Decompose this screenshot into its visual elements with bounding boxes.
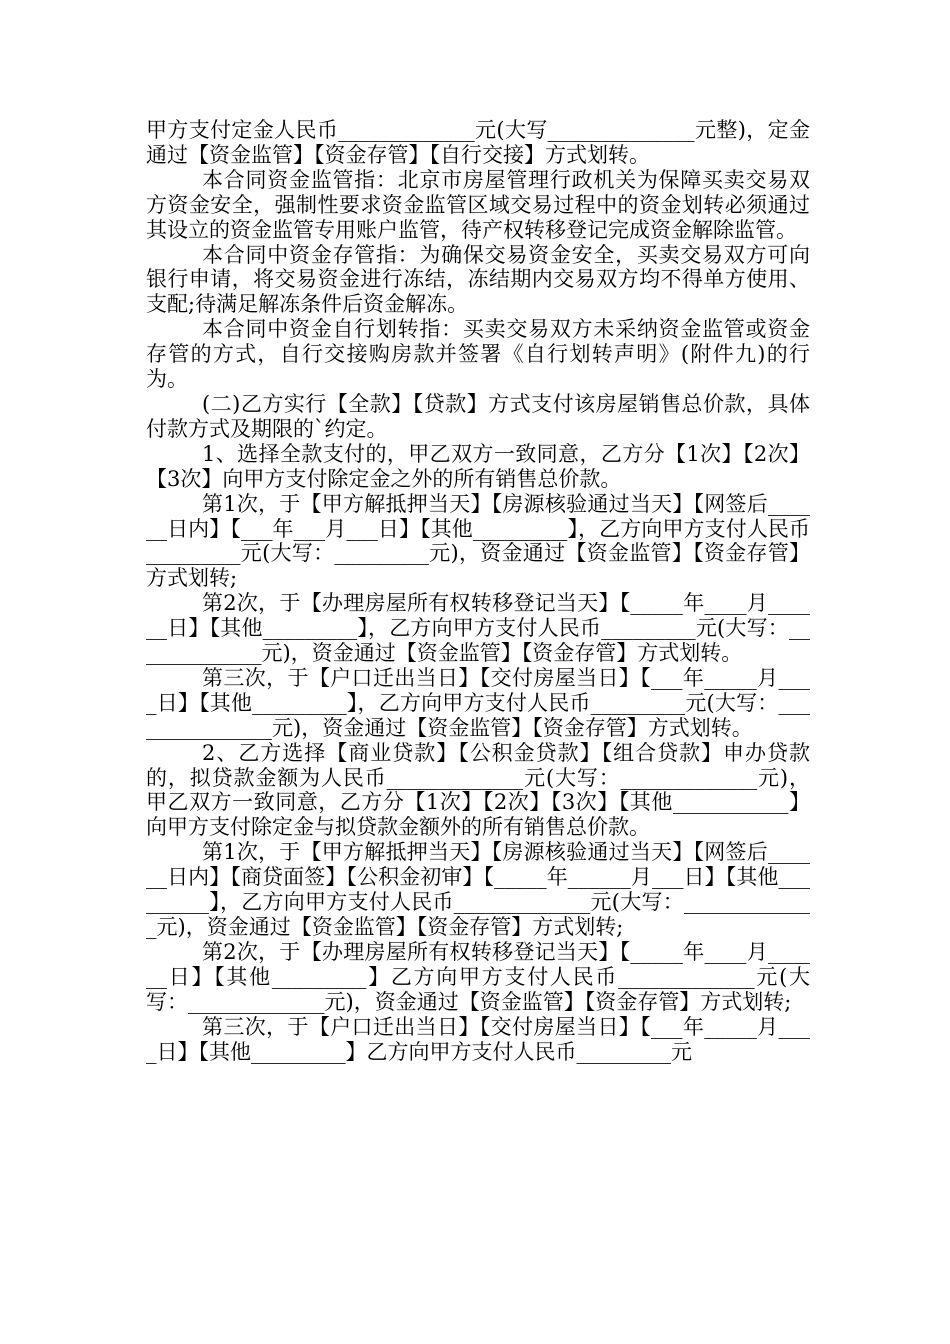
paragraph-payment-method: (二)乙方实行【全款】【贷款】方式支付该房屋销售总价款，具体付款方式及期限的`约定。 [146,391,810,441]
paragraph-deposit: 甲方支付定金人民币_____________元(大写______________元整)，定金通过【资金监管】【资金存管】【自行交接】方式划转。 [146,118,810,167]
document-page [146,118,810,1064]
paragraph-full-payment-installment-2: 第2次，于【办理房屋所有权转移登记当天】【_____年____月______日】【其他_________】，乙方向甲方支付人民币_________元(大写：_____________元)，资金通过【资金监管】【资金存管】方式划转。 [146,591,810,666]
paragraph-self-transfer-definition: 本合同中资金自行划转指：买卖交易双方未采纳资金监管或资金存管的方式，自行交接购房款并签署《自行划转声明》(附件九)的行为。 [146,317,810,392]
paragraph-full-payment-installment-1: 第1次，于【甲方解抵押当天】【房源核验通过当天】【网签后______日内】【___年___月___日】【其他_________】，乙方向甲方支付人民币_________元(大写：_________元)，资金通过【资金监管】【资金存管】方式划转; [146,491,810,591]
paragraph-fund-supervision-definition: 本合同资金监管指：北京市房屋管理行政机关为保障买卖交易双方资金安全，强制性要求资金监管区域交易过程中的资金划转必须通过其设立的资金监管专用账户监管，待产权转移登记完成资金解除监管。 [146,167,810,242]
paragraph-loan-installment-1: 第1次，于【甲方解抵押当天】【房源核验通过当天】【网签后______日内】【商贷面签】【公积金初审】【_____年______月___日】【其他_________】，乙方向甲方支付人民币_____________元(大写：_____________元)，资金通过【资金监管】【资金存管】方式划转; [146,840,810,939]
paragraph-full-payment-installment-3: 第三次，于【户口迁出当日】【交付房屋当日】【___年_____月____日】【其他_________】，乙方向甲方支付人民币_________元(大写：_______________元)，资金通过【资金监管】【资金存管】方式划转。 [146,665,810,740]
paragraph-loan-payment: 2、乙方选择【商业贷款】【公积金贷款】【组合贷款】申办贷款的，拟贷款金额为人民币_____________元(大写：_____________元)，甲乙双方一致同意，乙方分【1次】【2次】【3次】【其他___________】向甲方支付除定金与拟贷款金额外的所有销售总价款。 [146,740,810,840]
paragraph-full-payment: 1、选择全款支付的，甲乙双方一致同意，乙方分【1次】【2次】【3次】向甲方支付除定金之外的所有销售总价款。 [146,441,810,491]
paragraph-loan-installment-3: 第三次，于【户口迁出当日】【交付房屋当日】【___年_____月____日】【其他_________】乙方向甲方支付人民币_________元 [146,1014,810,1064]
paragraph-loan-installment-2: 第2次，于【办理房屋所有权转移登记当天】【_____年____月______日】【其他_________】乙方向甲方支付人民币_____________元(大写：_____________元)，资金通过【资金监管】【资金存管】方式划转; [146,939,810,1014]
paragraph-fund-custody-definition: 本合同中资金存管指：为确保交易资金安全，买卖交易双方可向银行申请，将交易资金进行冻结，冻结期内交易双方均不得单方使用、支配;待满足解冻条件后资金解冻。 [146,242,810,317]
